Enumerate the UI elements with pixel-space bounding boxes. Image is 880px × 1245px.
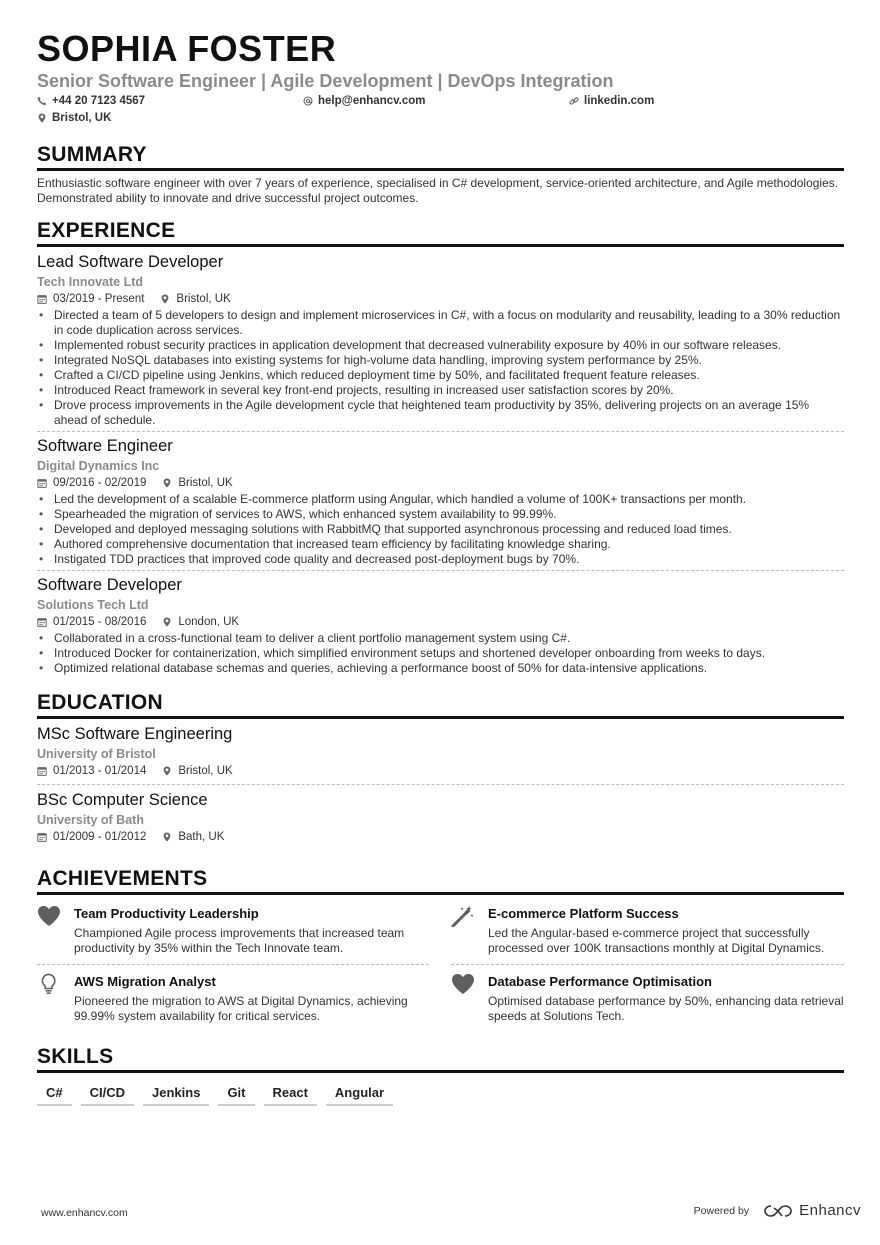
bullet-item: • Developed and deployed messaging solutions with RabbitMQ that supported asynchronous processing and reduced load times. (37, 522, 844, 537)
job-entry (37, 247, 844, 431)
phone-number[interactable]: +44 20 7123 4567 (52, 95, 146, 107)
lightbulb-icon (37, 973, 74, 1024)
job-location (162, 476, 232, 490)
location-pin-icon (162, 766, 172, 776)
job-bullets (37, 492, 844, 567)
location-pin-icon (162, 478, 172, 488)
skills-heading: SKILLS (37, 1044, 844, 1073)
location-pin-icon (162, 832, 172, 842)
heart-icon (37, 905, 74, 956)
skill-tag: Git (218, 1083, 254, 1106)
job-bullets (37, 308, 844, 428)
achievements-heading: ACHIEVEMENTS (37, 866, 844, 895)
job-meta (37, 476, 844, 490)
calendar-icon (37, 617, 47, 627)
bullet-item: • Collaborated in a cross-functional team to deliver a client portfolio management system using C#. (37, 631, 844, 646)
enhancv-logo[interactable] (763, 1202, 861, 1219)
location-pin-icon (160, 294, 170, 304)
job-dates (37, 476, 146, 490)
linkedin-link[interactable]: linkedin.com (584, 95, 655, 107)
calendar-icon (37, 766, 47, 776)
job-title: Lead Software Developer (37, 253, 224, 271)
achievements-grid (37, 899, 844, 1032)
location-text: Bristol, UK (52, 112, 112, 124)
contact-location (37, 112, 111, 124)
phone-icon (37, 96, 47, 106)
company-name: Digital Dynamics Inc (37, 459, 160, 473)
achievement-description: Optimised database performance by 50%, enhancing data retrieval speeds at Solutions Tech. (488, 994, 844, 1023)
achievement-item (37, 965, 429, 1032)
achievements-section (37, 866, 844, 1032)
education-dates-text: 01/2009 - 01/2012 (53, 831, 147, 843)
skill-tag: CI/CD (81, 1083, 134, 1106)
bullet-item: • Crafted a CI/CD pipeline using Jenkins, which reduced deployment time by 50%, and facilitated frequent feature releases. (37, 368, 844, 383)
bullet-item: • Integrated NoSQL databases into existing systems for high-volume data handling, improving system performance by 25%. (37, 353, 844, 368)
contact-linkedin (569, 95, 654, 107)
bullet-item: • Introduced Docker for containerization, which simplified environment setups and shortened developer onboarding from weeks to days. (37, 646, 844, 661)
job-title: Software Developer (37, 576, 182, 594)
at-icon (303, 96, 313, 106)
bullet-item: • Drove process improvements in the Agile development cycle that heightened team productivity by 35%, delivering projects on an average 15% ahead of schedule. (37, 398, 844, 428)
school-name: University of Bath (37, 813, 144, 827)
job-dates-text: 09/2016 - 02/2019 (53, 477, 147, 489)
email-link[interactable]: help@enhancv.com (318, 95, 426, 107)
bullet-item: • Authored comprehensive documentation that increased team efficiency by facilitating knowledge sharing. (37, 537, 844, 552)
education-section (37, 690, 844, 844)
brand-name: Enhancv (799, 1202, 861, 1219)
achievement-description: Championed Agile process improvements that increased team productivity by 35% within the Tech Innovate team. (74, 926, 405, 955)
footer-website[interactable]: www.enhancv.com (41, 1207, 128, 1219)
resume-header (37, 28, 844, 126)
experience-section (37, 218, 844, 676)
achievement-description: Led the Angular-based e-commerce project that successfully processed over 100K transactions monthly at Digital Dynamics. (488, 926, 825, 955)
job-entry (37, 570, 844, 676)
skills-list (37, 1083, 844, 1106)
education-dates (37, 764, 146, 778)
achievement-description: Pioneered the migration to AWS at Digital Dynamics, achieving 99.99% system availability for critical services. (74, 994, 408, 1023)
education-location (162, 764, 232, 778)
achievement-title: AWS Migration Analyst (74, 974, 216, 989)
contact-phone (37, 95, 303, 107)
degree-title: BSc Computer Science (37, 791, 208, 809)
bullet-item: • Optimized relational database schemas and queries, achieving a performance boost of 50% for data-intensive applications. (37, 661, 844, 676)
job-dates (37, 292, 144, 306)
bullet-item: • Led the development of a scalable E-commerce platform using Angular, which handled a volume of 100K+ transactions per month. (37, 492, 844, 507)
candidate-name: SOPHIA FOSTER (37, 28, 337, 69)
school-name: University of Bristol (37, 747, 156, 761)
education-dates-text: 01/2013 - 01/2014 (53, 765, 147, 777)
education-location-text: Bristol, UK (178, 765, 233, 777)
footer-branding (694, 1202, 861, 1219)
link-icon (569, 96, 579, 106)
experience-heading: EXPERIENCE (37, 218, 844, 247)
bullet-item: • Directed a team of 5 developers to design and implement microservices in C#, with a focus on modularity and reusability, leading to a 30% reduction in code duplication across services. (37, 308, 844, 338)
education-location (162, 830, 224, 844)
achievement-title: Team Productivity Leadership (74, 906, 259, 921)
page-footer (41, 1202, 861, 1221)
resume-page (37, 28, 844, 1106)
skill-tag: Jenkins (143, 1083, 209, 1106)
magic-wand-icon (451, 905, 488, 956)
achievement-title: E-commerce Platform Success (488, 906, 679, 921)
education-meta (37, 764, 844, 778)
calendar-icon (37, 478, 47, 488)
job-location-text: Bristol, UK (176, 293, 231, 305)
enhancv-logo-icon (763, 1203, 793, 1219)
achievement-title: Database Performance Optimisation (488, 974, 712, 989)
candidate-title: Senior Software Engineer | Agile Development | DevOps Integration (37, 71, 614, 91)
heart-icon (451, 973, 488, 1024)
degree-title: MSc Software Engineering (37, 725, 233, 743)
job-meta (37, 292, 844, 306)
job-dates-text: 03/2019 - Present (53, 293, 145, 305)
calendar-icon (37, 294, 47, 304)
powered-by-label: Powered by (693, 1204, 750, 1217)
summary-section (37, 142, 844, 206)
job-meta (37, 615, 844, 629)
bullet-item: • Spearheaded the migration of services to AWS, which enhanced system availability to 99.99%. (37, 507, 844, 522)
bullet-item: • Instigated TDD practices that improved code quality and decreased post-deployment bugs by 70%. (37, 552, 844, 567)
skill-tag: React (264, 1083, 317, 1106)
skill-tag: C# (37, 1083, 72, 1106)
job-location-text: London, UK (178, 616, 240, 628)
education-dates (37, 830, 146, 844)
education-location-text: Bath, UK (178, 831, 225, 843)
job-entry (37, 431, 844, 570)
job-dates-text: 01/2015 - 08/2016 (53, 616, 147, 628)
company-name: Solutions Tech Ltd (37, 598, 149, 612)
bullet-item: • Implemented robust security practices in application development that decreased vulnerability exposure by 40% in our software releases. (37, 338, 844, 353)
summary-heading: SUMMARY (37, 142, 844, 171)
job-location-text: Bristol, UK (178, 477, 233, 489)
education-meta (37, 830, 844, 844)
education-entry (37, 784, 844, 844)
company-name: Tech Innovate Ltd (37, 275, 144, 289)
education-entry (37, 719, 844, 778)
location-pin-icon (37, 113, 47, 123)
calendar-icon (37, 832, 47, 842)
contact-email (303, 95, 569, 107)
contact-row (37, 93, 844, 109)
achievement-item (37, 899, 429, 965)
job-location (162, 615, 239, 629)
education-heading: EDUCATION (37, 690, 844, 719)
job-title: Software Engineer (37, 437, 173, 455)
skill-tag: Angular (326, 1083, 393, 1106)
skills-section (37, 1044, 844, 1106)
location-pin-icon (162, 617, 172, 627)
bullet-item: • Introduced React framework in several key front-end projects, resulting in increased user satisfaction scores by 20%. (37, 383, 844, 398)
job-dates (37, 615, 146, 629)
achievement-item (451, 899, 844, 965)
achievement-item (451, 965, 844, 1032)
job-location (160, 292, 230, 306)
job-bullets (37, 631, 844, 676)
location-row (37, 110, 844, 126)
summary-text: Enthusiastic software engineer with over 7 years of experience, specialised in C# development, service-oriented architecture, and Agile methodologies. Demonstrated ability to innovate and drive successful project outcomes. (37, 176, 839, 205)
